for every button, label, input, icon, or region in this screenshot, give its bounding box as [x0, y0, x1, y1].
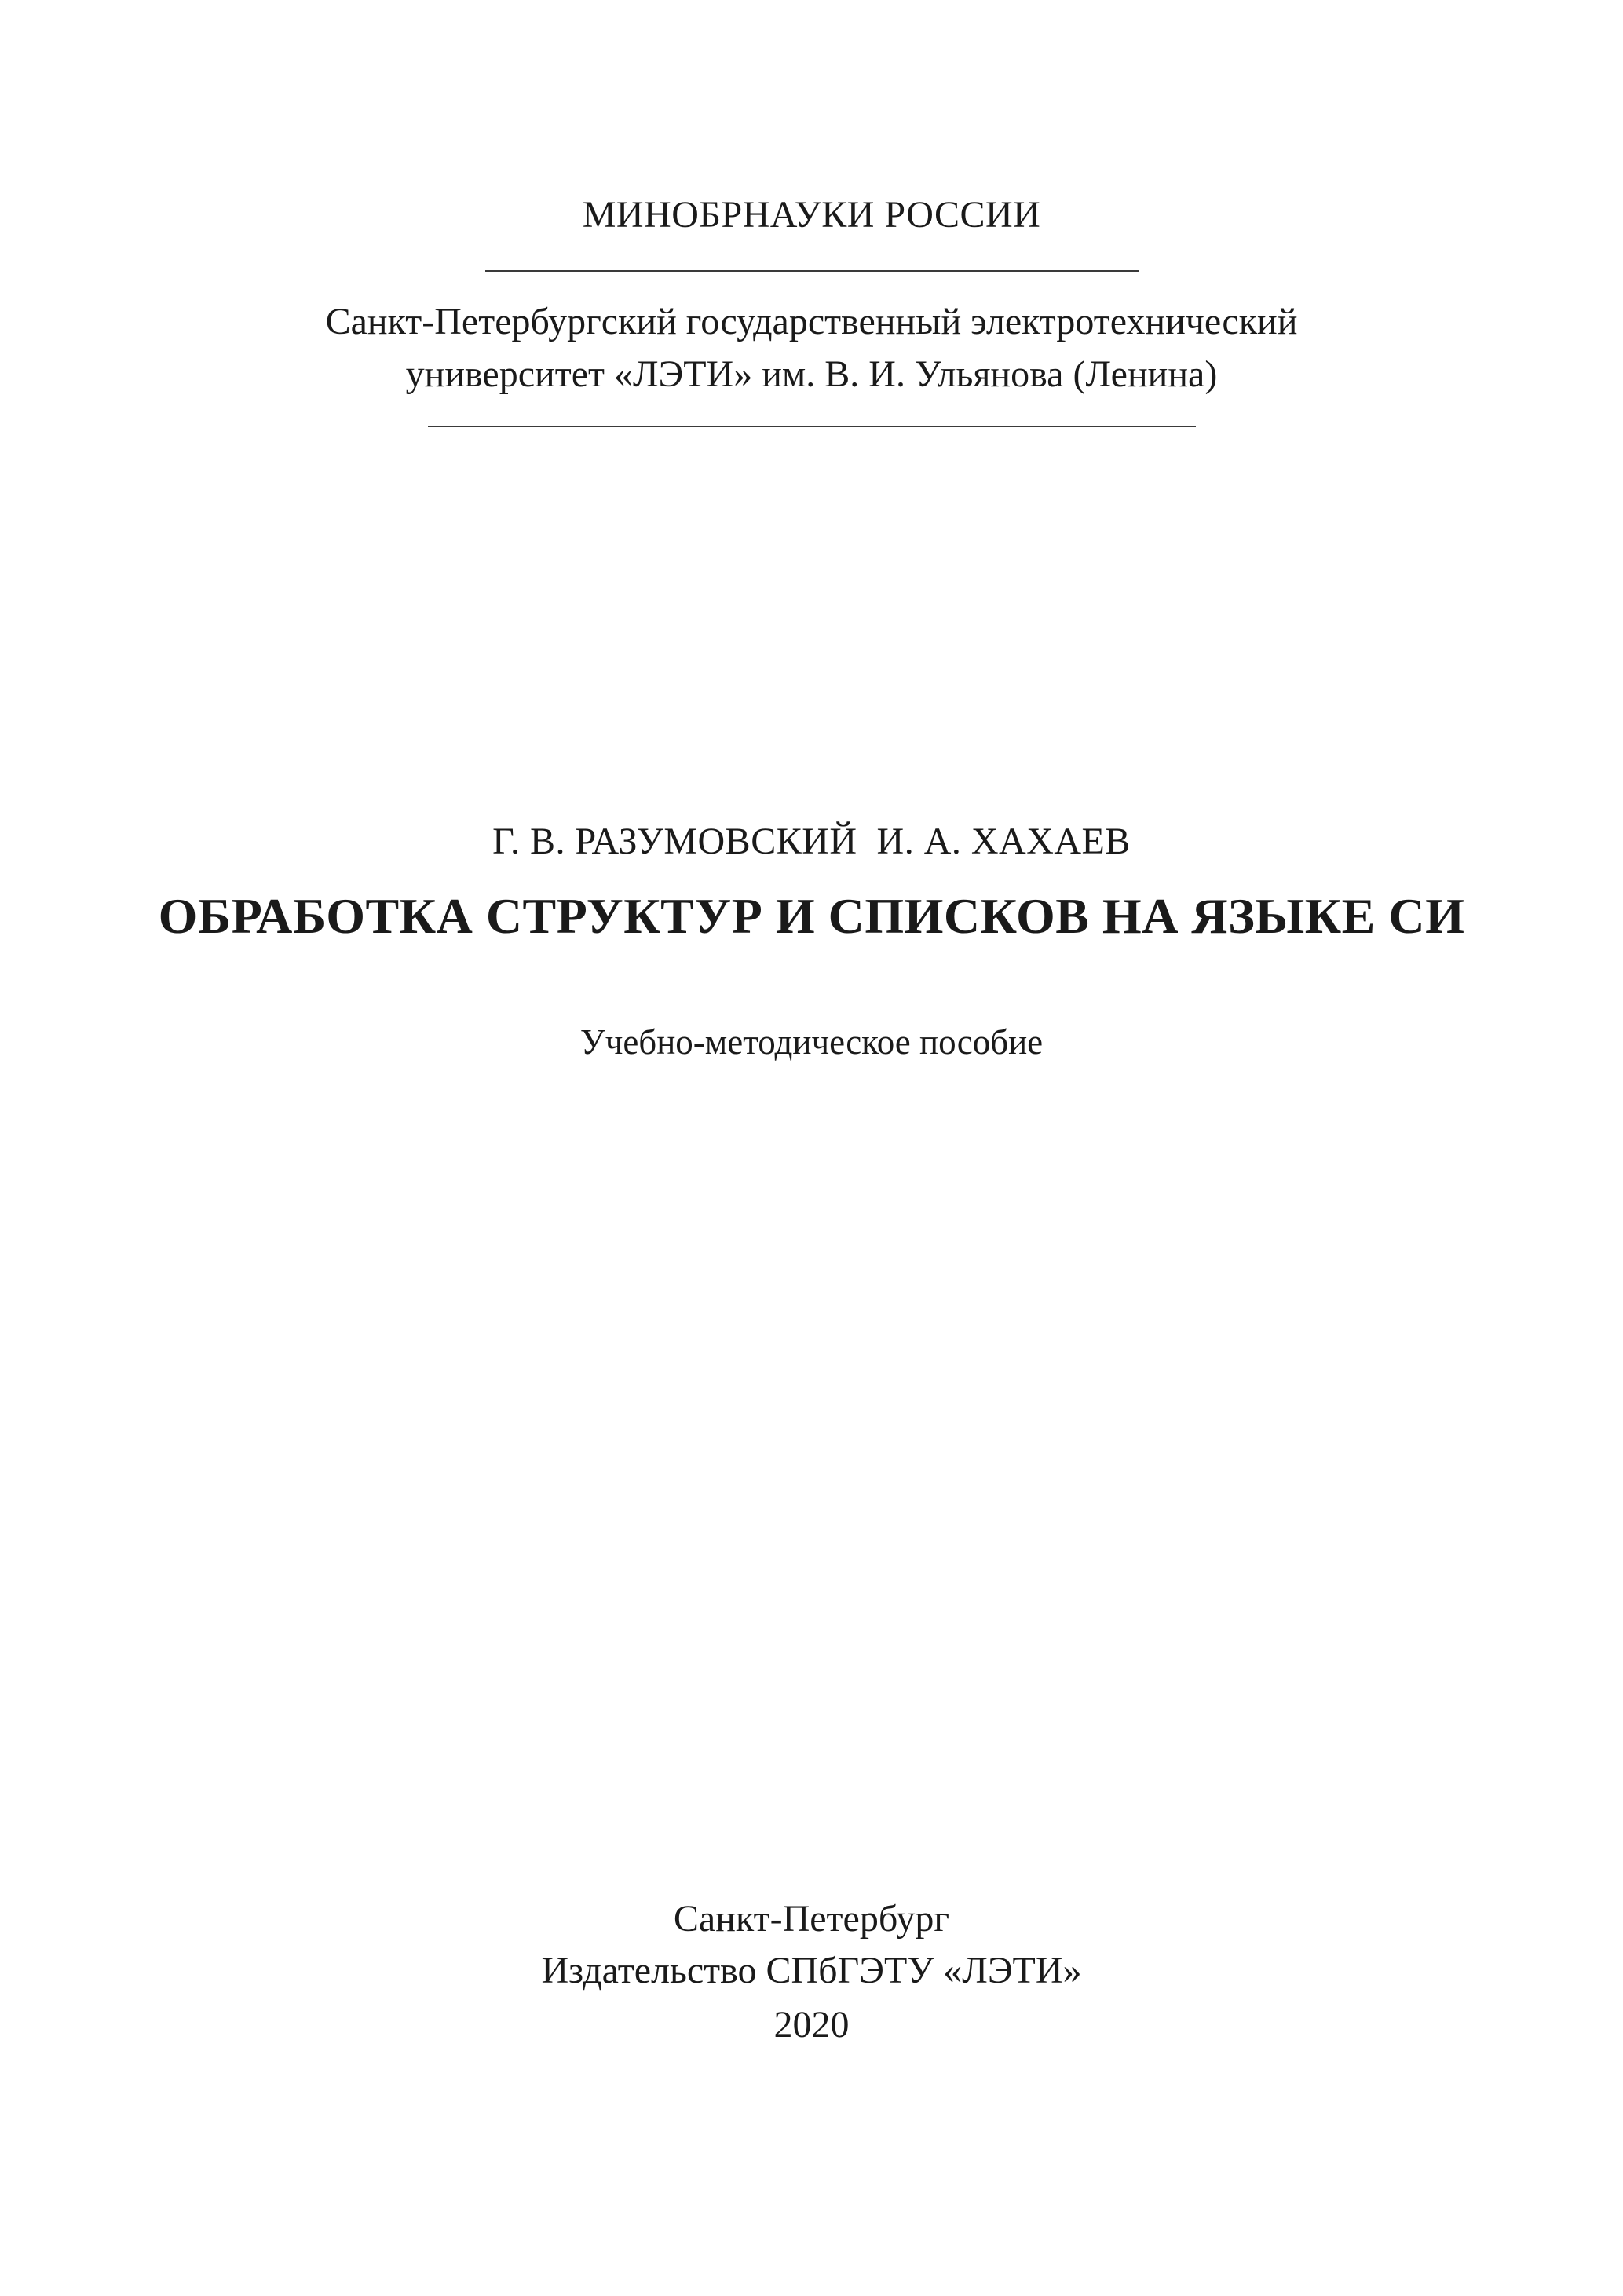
- publisher: Издательство СПбГЭТУ «ЛЭТИ»: [541, 1950, 1082, 1991]
- divider-rule: [428, 426, 1196, 427]
- divider-rule: [485, 270, 1139, 272]
- ministry-heading: МИНОБРНАУКИ РОССИИ: [582, 194, 1041, 236]
- book-subtitle: Учебно-методическое пособие: [579, 1022, 1044, 1062]
- university-name-line-2: университет «ЛЭТИ» им. В. И. Ульянова (Ленина): [405, 353, 1218, 395]
- authors: Г. В. РАЗУМОВСКИЙ И. А. ХАХАЕВ: [492, 821, 1131, 862]
- publication-city: Санкт-Петербург: [673, 1898, 950, 1940]
- book-title: ОБРАБОТКА СТРУКТУР И СПИСКОВ НА ЯЗЫКЕ СИ: [158, 888, 1465, 944]
- publication-year: 2020: [773, 2004, 850, 2046]
- university-name-line-1: Санкт-Петербургский государственный электротехнический: [325, 301, 1298, 342]
